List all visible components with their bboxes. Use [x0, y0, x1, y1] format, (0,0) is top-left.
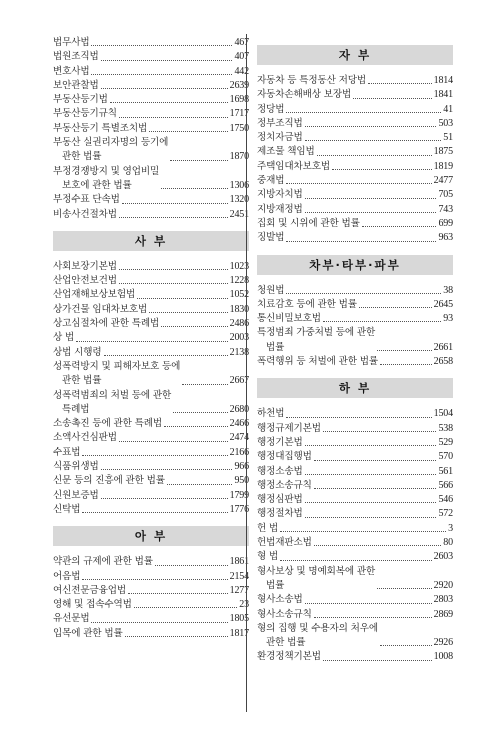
- entry-title: 법무사법: [53, 37, 90, 48]
- index-entry[interactable]: [257, 565, 453, 594]
- index-entry[interactable]: [257, 450, 453, 464]
- dot-leader: [161, 326, 228, 327]
- page-number: 2661: [433, 341, 453, 353]
- page-number: 1875: [433, 146, 453, 158]
- dot-leader: [101, 60, 233, 61]
- index-entry[interactable]: [53, 598, 249, 612]
- dot-leader: [332, 169, 432, 170]
- dot-leader: [134, 607, 238, 608]
- entry-title: 청원법: [257, 284, 285, 296]
- dot-leader: [101, 498, 228, 499]
- page-number: 1052: [229, 289, 249, 301]
- dot-leader: [280, 560, 431, 561]
- page-number: 407: [234, 51, 249, 63]
- index-entry[interactable]: [53, 36, 249, 50]
- page-number: 566: [438, 479, 453, 491]
- index-section: [53, 231, 249, 517]
- page-number: 1228: [229, 275, 249, 287]
- page-number: 529: [438, 436, 453, 448]
- page-number: 2138: [229, 346, 249, 358]
- page-number: 2154: [229, 570, 249, 582]
- index-entry[interactable]: [257, 103, 453, 117]
- entry-title: 행정기본법: [257, 436, 303, 448]
- page-number: 2466: [229, 418, 249, 430]
- index-entry[interactable]: [53, 165, 249, 194]
- page-number: 1008: [433, 651, 453, 663]
- dot-leader: [91, 45, 232, 46]
- entry-title: 행정소송규칙: [257, 479, 312, 491]
- page-number: 705: [438, 189, 453, 201]
- dot-leader: [110, 102, 228, 103]
- dot-leader: [104, 355, 228, 356]
- entry-title: 상 법: [53, 332, 75, 344]
- index-entry[interactable]: [53, 274, 249, 288]
- dot-leader: [323, 660, 432, 661]
- page-number: 3: [448, 522, 453, 534]
- page-number: 2667: [229, 375, 249, 387]
- index-entry[interactable]: [257, 298, 453, 312]
- section-header: 아 부: [53, 526, 249, 546]
- dot-leader: [119, 217, 228, 218]
- entry-title: 행정절차법: [257, 508, 303, 520]
- entry-title: 비송사건절차법: [53, 208, 117, 220]
- page-number: 80: [443, 537, 453, 549]
- entry-title: 신문 등의 진흥에 관한 법률: [53, 475, 165, 487]
- index-entry[interactable]: [257, 550, 453, 564]
- dot-leader: [119, 269, 228, 270]
- index-section: [257, 378, 453, 664]
- index-entry[interactable]: [53, 193, 249, 207]
- entry-title: 형의 집행 및 수용자의 처우에: [257, 622, 379, 634]
- index-entry[interactable]: [53, 65, 249, 79]
- entry-title: 상가건물 임대차보호법: [53, 303, 148, 315]
- dot-leader: [286, 112, 441, 113]
- page-number: 93: [443, 313, 453, 325]
- index-entry[interactable]: [53, 122, 249, 136]
- page-number: 2003: [229, 332, 249, 344]
- dot-leader: [119, 283, 228, 284]
- dot-leader: [314, 617, 432, 618]
- dot-leader: [305, 212, 437, 213]
- page-number: 442: [234, 65, 249, 77]
- page-number: 41: [443, 103, 453, 115]
- entry-title: 소송촉진 등에 관한 특례법: [53, 418, 162, 430]
- dot-leader: [101, 469, 233, 470]
- index-entry[interactable]: [257, 465, 453, 479]
- column-divider: [246, 34, 247, 712]
- page-number: 2474: [229, 432, 249, 444]
- dot-leader: [82, 579, 227, 580]
- left-column: [53, 36, 249, 641]
- entry-title: 지방재정법: [257, 203, 303, 215]
- entry-title: 부동산등기규칙: [53, 108, 117, 120]
- entry-title: 정당법: [257, 103, 285, 115]
- index-entry[interactable]: [53, 627, 249, 641]
- page-number: 570: [438, 451, 453, 463]
- page-number: 1750: [229, 122, 249, 134]
- entry-title: 형사소송법: [257, 594, 303, 606]
- page-number: 546: [438, 494, 453, 506]
- index-entry[interactable]: [53, 570, 249, 584]
- page-number: 2603: [433, 551, 453, 563]
- dot-leader: [164, 426, 228, 427]
- index-entry[interactable]: [257, 493, 453, 507]
- dot-leader: [286, 183, 431, 184]
- index-entry[interactable]: [257, 326, 453, 355]
- page-number: 23: [239, 599, 249, 611]
- dot-leader: [125, 636, 228, 637]
- entry-title: 집회 및 시위에 관한 법률: [257, 217, 360, 229]
- entry-title: 환경정책기본법: [257, 651, 321, 663]
- index-entry[interactable]: [257, 593, 453, 607]
- index-entry[interactable]: [53, 417, 249, 431]
- entry-title: 보호에 관한 법률: [62, 179, 132, 191]
- entry-title: 보안관찰법: [53, 79, 99, 91]
- entry-title: 관한 법률: [266, 637, 306, 649]
- dot-leader: [305, 474, 437, 475]
- entry-title: 약관의 규제에 관한 법률: [53, 556, 153, 568]
- index-entry[interactable]: [53, 389, 249, 418]
- page-number: 1817: [229, 627, 249, 639]
- index-entry[interactable]: [53, 317, 249, 331]
- index-entry[interactable]: [53, 460, 249, 474]
- page-number: 1504: [433, 408, 453, 420]
- entry-title: 관한 법률: [62, 151, 102, 163]
- page-number: 51: [443, 132, 453, 144]
- page-number: 1805: [229, 613, 249, 625]
- entry-title: 산업안전보건법: [53, 275, 117, 287]
- page-number: 1277: [229, 584, 249, 596]
- dot-leader: [305, 140, 442, 141]
- index-entry[interactable]: [53, 50, 249, 64]
- page-number: 2451: [229, 208, 249, 220]
- page-number: 1799: [229, 489, 249, 501]
- entry-title: 어음법: [53, 570, 81, 582]
- entry-title: 상법 시행령: [53, 346, 102, 358]
- entry-title: 신원보증법: [53, 489, 99, 501]
- index-entry[interactable]: [53, 431, 249, 445]
- page-number: 963: [438, 232, 453, 244]
- dot-leader: [305, 126, 437, 127]
- entry-title: 산업재해보상보험법: [53, 289, 136, 301]
- dot-leader: [173, 412, 227, 413]
- index-entry[interactable]: [53, 489, 249, 503]
- index-entry[interactable]: [53, 107, 249, 121]
- index-entry[interactable]: [257, 284, 453, 298]
- dot-leader: [137, 298, 228, 299]
- entry-title: 형사보상 및 명예회복에 관한: [257, 565, 376, 577]
- index-entry[interactable]: [53, 584, 249, 598]
- index-entry[interactable]: [53, 555, 249, 569]
- dot-leader: [82, 512, 227, 513]
- index-entry[interactable]: [53, 503, 249, 517]
- index-entry[interactable]: [257, 145, 453, 159]
- dot-leader: [359, 307, 432, 308]
- index-entry[interactable]: [257, 188, 453, 202]
- index-section: [53, 36, 249, 222]
- entry-title: 부동산 실권리자명의 등기에: [53, 137, 169, 149]
- page-number: 2645: [433, 298, 453, 310]
- index-entry[interactable]: [53, 79, 249, 93]
- dot-leader: [380, 645, 432, 646]
- page-number: 2166: [229, 446, 249, 458]
- page-number: 1819: [433, 160, 453, 172]
- index-entry[interactable]: [257, 536, 453, 550]
- entry-title: 정부조직법: [257, 117, 303, 129]
- page-number: 1717: [229, 108, 249, 120]
- dot-leader: [362, 226, 437, 227]
- page-number: 2680: [229, 403, 249, 415]
- entry-title: 법률: [266, 579, 285, 591]
- index-entry[interactable]: [257, 355, 453, 369]
- index-entry[interactable]: [53, 346, 249, 360]
- entry-title: 영해 및 접속수역법: [53, 599, 132, 611]
- dot-leader: [128, 593, 228, 594]
- entry-title: 중재법: [257, 175, 285, 187]
- entry-title: 신탁법: [53, 503, 81, 515]
- entry-title: 여신전문금융업법: [53, 584, 126, 596]
- entry-title: 행정소송법: [257, 465, 303, 477]
- entry-title: 형사소송규칙: [257, 608, 312, 620]
- dot-leader: [314, 488, 437, 489]
- section-header: 하 부: [257, 378, 453, 398]
- page-number: 467: [234, 37, 249, 48]
- page-number: 561: [438, 465, 453, 477]
- page-number: 699: [438, 217, 453, 229]
- entry-title: 헌 법: [257, 522, 279, 534]
- index-entry[interactable]: [257, 117, 453, 131]
- index-entry[interactable]: [53, 360, 249, 389]
- index-entry[interactable]: [257, 479, 453, 493]
- index-entry[interactable]: [257, 422, 453, 436]
- page-number: 1306: [229, 179, 249, 191]
- index-entry[interactable]: [257, 436, 453, 450]
- page-number: 1830: [229, 303, 249, 315]
- index-entry[interactable]: [257, 650, 453, 664]
- index-entry[interactable]: [257, 74, 453, 88]
- index-entry[interactable]: [257, 622, 453, 651]
- entry-title: 성폭력방지 및 피해자보호 등에: [53, 360, 181, 372]
- dot-leader: [82, 455, 227, 456]
- page-number: 1841: [433, 89, 453, 101]
- dot-leader: [91, 622, 227, 623]
- dot-leader: [286, 417, 431, 418]
- entry-title: 수표법: [53, 446, 81, 458]
- page-number: 1698: [229, 94, 249, 106]
- section-header: 자 부: [257, 45, 453, 65]
- entry-title: 부동산등기 특별조치법: [53, 122, 148, 134]
- page-number: 2869: [433, 608, 453, 620]
- entry-title: 제조물 책임법: [257, 146, 315, 158]
- dot-leader: [119, 117, 228, 118]
- entry-title: 행정규제기본법: [257, 422, 321, 434]
- index-entry[interactable]: [257, 160, 453, 174]
- entry-title: 부정경쟁방지 및 영업비밀: [53, 165, 160, 177]
- page-number: 2926: [433, 637, 453, 649]
- entry-title: 식품위생법: [53, 461, 99, 473]
- page-number: 950: [234, 475, 249, 487]
- index-entry[interactable]: [257, 174, 453, 188]
- dot-leader: [317, 155, 432, 156]
- dot-leader: [323, 321, 441, 322]
- entry-title: 주택임대차보호법: [257, 160, 330, 172]
- entry-title: 사회보장기본법: [53, 260, 117, 272]
- dot-leader: [353, 98, 432, 99]
- page-number: 2639: [229, 79, 249, 91]
- dot-leader: [286, 293, 441, 294]
- dot-leader: [380, 364, 432, 365]
- entry-title: 정치자금법: [257, 132, 303, 144]
- index-entry[interactable]: [257, 522, 453, 536]
- page-number: 572: [438, 508, 453, 520]
- index-entry[interactable]: [257, 608, 453, 622]
- dot-leader: [305, 502, 437, 503]
- page-number: 2477: [433, 175, 453, 187]
- page-number: 2803: [433, 594, 453, 606]
- page-number: 1814: [433, 75, 453, 86]
- entry-title: 소액사건심판법: [53, 432, 117, 444]
- page-number: 2658: [433, 356, 453, 368]
- index-entry[interactable]: [53, 260, 249, 274]
- entry-title: 부동산등기법: [53, 94, 108, 106]
- index-entry[interactable]: [257, 217, 453, 231]
- page-number: 1861: [229, 556, 249, 568]
- entry-title: 형 법: [257, 551, 279, 563]
- index-entry[interactable]: [257, 231, 453, 245]
- page-number: 1023: [229, 260, 249, 272]
- page-number: 1320: [229, 194, 249, 206]
- dot-leader: [76, 341, 227, 342]
- dot-leader: [323, 431, 437, 432]
- entry-title: 폭력행위 등 처벌에 관한 법률: [257, 356, 379, 368]
- page-number: 1776: [229, 503, 249, 515]
- entry-title: 하천법: [257, 408, 285, 420]
- dot-leader: [305, 517, 437, 518]
- page-number: 538: [438, 422, 453, 434]
- dot-leader: [314, 545, 442, 546]
- dot-leader: [170, 160, 227, 161]
- index-entry[interactable]: [53, 331, 249, 345]
- entry-title: 법원조직법: [53, 51, 99, 63]
- right-column: [257, 36, 453, 665]
- index-entry[interactable]: [53, 303, 249, 317]
- entry-title: 특정범죄 가중처벌 등에 관한: [257, 327, 376, 339]
- index-entry[interactable]: [257, 203, 453, 217]
- dot-leader: [122, 203, 228, 204]
- dot-leader: [280, 531, 446, 532]
- dot-leader: [91, 74, 232, 75]
- entry-title: 특례법: [62, 403, 90, 415]
- entry-title: 징발법: [257, 232, 285, 244]
- entry-title: 유선문법: [53, 613, 90, 625]
- index-section: [53, 526, 249, 641]
- entry-title: 지방자치법: [257, 189, 303, 201]
- dot-leader: [305, 198, 437, 199]
- index-entry[interactable]: [257, 88, 453, 102]
- section-header: 사 부: [53, 231, 249, 251]
- dot-leader: [101, 88, 228, 89]
- entry-title: 헌법재판소법: [257, 537, 312, 549]
- page-number: 503: [438, 117, 453, 129]
- entry-title: 상고심절차에 관한 특례법: [53, 318, 160, 330]
- dot-leader: [377, 588, 431, 589]
- entry-title: 입목에 관한 법률: [53, 627, 123, 639]
- entry-title: 변호사법: [53, 65, 90, 77]
- index-section: [257, 45, 453, 246]
- entry-title: 자동차 등 특정동산 저당법: [257, 75, 366, 86]
- index-entry[interactable]: [257, 407, 453, 421]
- index-entry[interactable]: [257, 131, 453, 145]
- index-entry[interactable]: [257, 312, 453, 326]
- page-number: 1870: [229, 151, 249, 163]
- dot-leader: [305, 603, 432, 604]
- entry-title: 행정대집행법: [257, 451, 312, 463]
- entry-title: 부정수표 단속법: [53, 194, 120, 206]
- dot-leader: [149, 131, 228, 132]
- dot-leader: [167, 484, 233, 485]
- dot-leader: [161, 188, 228, 189]
- dot-leader: [286, 241, 436, 242]
- page-number: 2486: [229, 318, 249, 330]
- dot-leader: [155, 565, 228, 566]
- entry-title: 통신비밀보호법: [257, 313, 321, 325]
- dot-leader: [119, 441, 228, 442]
- index-entry[interactable]: [53, 612, 249, 626]
- dot-leader: [368, 83, 432, 84]
- section-header: 차부·타부·파부: [257, 255, 453, 275]
- dot-leader: [314, 460, 437, 461]
- dot-leader: [182, 384, 227, 385]
- index-entry[interactable]: [53, 474, 249, 488]
- dot-leader: [305, 445, 437, 446]
- entry-title: 치료감호 등에 관한 법률: [257, 298, 357, 310]
- dot-leader: [149, 312, 228, 313]
- entry-title: 법률: [266, 341, 285, 353]
- page-number: 743: [438, 203, 453, 215]
- index-entry[interactable]: [53, 208, 249, 222]
- entry-title: 성폭력범죄의 처벌 등에 관한: [53, 389, 172, 401]
- entry-title: 자동차손해배상 보장법: [257, 89, 352, 101]
- dot-leader: [377, 350, 431, 351]
- entry-title: 관한 법률: [62, 375, 102, 387]
- page-number: 966: [234, 461, 249, 473]
- entry-title: 행정심판법: [257, 494, 303, 506]
- index-entry[interactable]: [53, 288, 249, 302]
- page-number: 38: [443, 284, 453, 296]
- index-entry[interactable]: [53, 93, 249, 107]
- page-number: 2920: [433, 579, 453, 591]
- index-entry[interactable]: [53, 446, 249, 460]
- index-section: [257, 255, 453, 370]
- index-entry[interactable]: [257, 507, 453, 521]
- index-entry[interactable]: [53, 136, 249, 165]
